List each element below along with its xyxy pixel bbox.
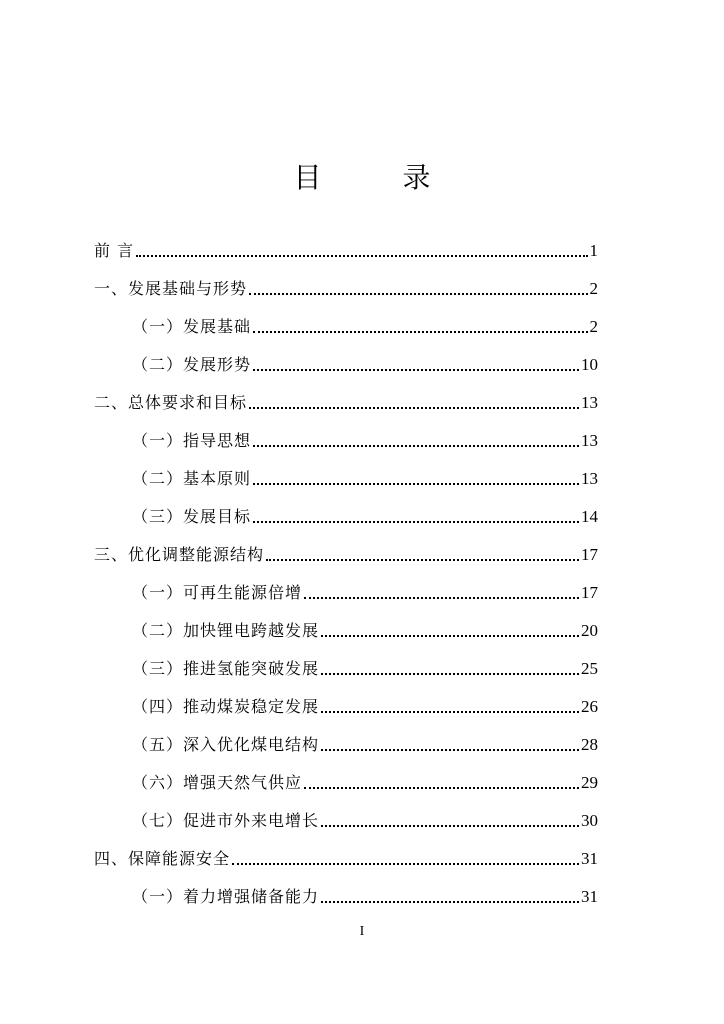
toc-entry[interactable] — [94, 384, 598, 414]
toc-entry-page: 31 — [581, 849, 598, 868]
toc-entry-label: （一）指导思想 — [132, 431, 252, 450]
toc-entry[interactable] — [94, 840, 598, 870]
toc-leader-dots — [321, 635, 579, 637]
toc-entry-page: 2 — [589, 317, 598, 336]
toc-entry-label: （三）推进氢能突破发展 — [132, 659, 320, 678]
toc-entry-page: 13 — [581, 393, 598, 412]
toc-entry-page: 26 — [581, 697, 598, 716]
toc-leader-dots — [253, 445, 579, 447]
toc-entry-page: 30 — [581, 811, 598, 830]
toc-entry-label: （四）推动煤炭稳定发展 — [132, 697, 320, 716]
toc-entry[interactable] — [94, 270, 598, 300]
toc-entry-label: （一）着力增强储备能力 — [132, 887, 320, 906]
toc-entry[interactable] — [94, 232, 598, 262]
toc-entry-label: （一）可再生能源倍增 — [132, 583, 303, 602]
toc-entry-page: 13 — [581, 431, 598, 450]
toc-leader-dots — [321, 749, 579, 751]
toc-leader-dots — [321, 673, 579, 675]
toc-entry[interactable] — [132, 574, 598, 604]
page-title: 目 录 — [293, 161, 467, 194]
toc-entry-label: （二）基本原则 — [132, 469, 252, 488]
toc-entry[interactable] — [132, 346, 598, 376]
toc-entry-label: （二）加快锂电跨越发展 — [132, 621, 320, 640]
toc-entry-page: 25 — [581, 659, 598, 678]
toc-entry-label: （七）促进市外来电增长 — [132, 811, 320, 830]
page-number: I — [359, 924, 365, 939]
toc-leader-dots — [266, 559, 579, 561]
toc-entry[interactable] — [132, 764, 598, 794]
toc-entry[interactable] — [132, 688, 598, 718]
toc-leader-dots — [304, 597, 579, 599]
toc-entry[interactable] — [132, 422, 598, 452]
toc-entry-label: （二）发展形势 — [132, 355, 252, 374]
toc-entry-label: （一）发展基础 — [132, 317, 252, 336]
toc-entry-page: 17 — [581, 583, 598, 602]
toc-leader-dots — [253, 483, 579, 485]
toc-entry-label: 前 言 — [94, 241, 135, 260]
toc-leader-dots — [304, 787, 579, 789]
toc-entry-page: 13 — [581, 469, 598, 488]
toc-entry-label: （五）深入优化煤电结构 — [132, 735, 320, 754]
toc-entry-page: 28 — [581, 735, 598, 754]
toc-leader-dots — [253, 369, 579, 371]
toc-entry-page: 1 — [589, 241, 598, 260]
toc-entry[interactable] — [132, 308, 598, 338]
toc-entry-label: 三、优化调整能源结构 — [94, 545, 265, 564]
toc-entry[interactable] — [132, 726, 598, 756]
toc-leader-dots — [321, 711, 579, 713]
toc-entry-label: （三）发展目标 — [132, 507, 252, 526]
toc-entry-label: 四、保障能源安全 — [94, 849, 231, 868]
toc-entry-page: 29 — [581, 773, 598, 792]
toc-leader-dots — [321, 825, 579, 827]
toc-entry-label: （六）增强天然气供应 — [132, 773, 303, 792]
toc-leader-dots — [136, 255, 587, 257]
toc-entry-page: 10 — [581, 355, 598, 374]
toc-entry[interactable] — [132, 460, 598, 490]
toc-entry-page: 20 — [581, 621, 598, 640]
toc-entry-page: 14 — [581, 507, 598, 526]
toc-leader-dots — [321, 901, 579, 903]
toc-entry-page: 2 — [589, 279, 598, 298]
toc-entry-label: 一、发展基础与形势 — [94, 279, 248, 298]
toc-entry-page: 31 — [581, 887, 598, 906]
toc-entry[interactable] — [132, 498, 598, 528]
toc-entry[interactable] — [132, 878, 598, 908]
toc-entry[interactable] — [132, 612, 598, 642]
toc-entry[interactable] — [132, 802, 598, 832]
toc-entry[interactable] — [94, 536, 598, 566]
toc-entry-label: 二、总体要求和目标 — [94, 393, 248, 412]
toc-leader-dots — [253, 521, 579, 523]
toc-leader-dots — [232, 863, 579, 865]
toc-leader-dots — [253, 331, 587, 333]
toc-leader-dots — [249, 293, 587, 295]
toc-leader-dots — [249, 407, 579, 409]
toc-entry-page: 17 — [581, 545, 598, 564]
toc-entry[interactable] — [132, 650, 598, 680]
